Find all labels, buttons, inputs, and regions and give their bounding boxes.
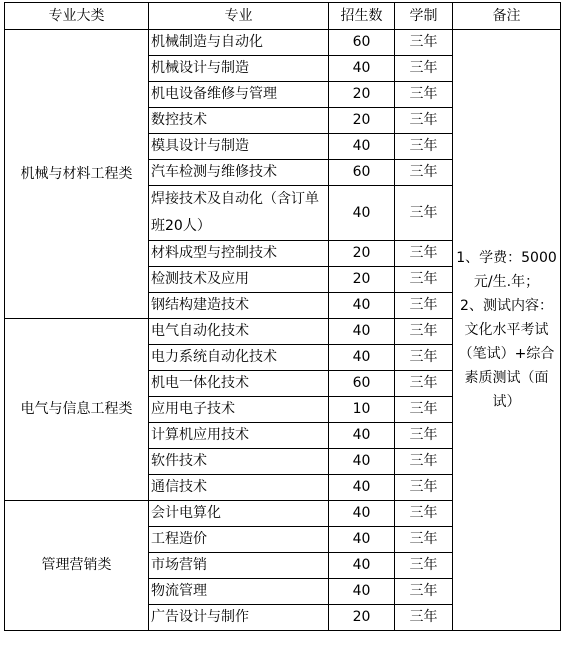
major-cell: 通信技术 <box>149 475 329 501</box>
major-cell: 电力系统自动化技术 <box>149 345 329 371</box>
header-duration: 学制 <box>395 3 453 30</box>
major-cell: 会计电算化 <box>149 501 329 527</box>
major-cell: 机电一体化技术 <box>149 371 329 397</box>
enrollment-cell: 40 <box>329 134 395 160</box>
table-body <box>5 30 561 631</box>
major-cell: 物流管理 <box>149 579 329 605</box>
enrollment-cell: 40 <box>329 501 395 527</box>
enrollment-cell: 20 <box>329 267 395 293</box>
duration-cell: 三年 <box>395 449 453 475</box>
enrollment-cell: 40 <box>329 553 395 579</box>
duration-cell: 三年 <box>395 345 453 371</box>
major-cell: 工程造价 <box>149 527 329 553</box>
major-cell: 材料成型与控制技术 <box>149 241 329 267</box>
enrollment-cell: 20 <box>329 241 395 267</box>
enrollment-cell: 40 <box>329 345 395 371</box>
major-cell: 钢结构建造技术 <box>149 293 329 319</box>
duration-cell: 三年 <box>395 293 453 319</box>
header-notes: 备注 <box>453 3 561 30</box>
enrollment-cell: 20 <box>329 108 395 134</box>
enrollment-cell: 40 <box>329 423 395 449</box>
duration-cell: 三年 <box>395 579 453 605</box>
major-cell: 模具设计与制造 <box>149 134 329 160</box>
note-line: （笔试）+综合 <box>458 346 555 362</box>
duration-cell: 三年 <box>395 553 453 579</box>
major-cell: 应用电子技术 <box>149 397 329 423</box>
duration-cell: 三年 <box>395 56 453 82</box>
duration-cell: 三年 <box>395 134 453 160</box>
enrollment-cell: 40 <box>329 293 395 319</box>
header-category: 专业大类 <box>5 3 149 30</box>
enrollment-cell: 10 <box>329 397 395 423</box>
major-cell: 机械设计与制造 <box>149 56 329 82</box>
duration-cell: 三年 <box>395 108 453 134</box>
note-line: 2、测试内容： <box>460 298 553 314</box>
category-cell: 机械与材料工程类 <box>5 30 149 319</box>
major-cell: 市场营销 <box>149 553 329 579</box>
duration-cell: 三年 <box>395 475 453 501</box>
enrollment-cell: 40 <box>329 475 395 501</box>
duration-cell: 三年 <box>395 527 453 553</box>
major-cell: 检测技术及应用 <box>149 267 329 293</box>
duration-cell: 三年 <box>395 501 453 527</box>
header-major: 专业 <box>149 3 329 30</box>
duration-cell: 三年 <box>395 82 453 108</box>
enrollment-cell: 40 <box>329 579 395 605</box>
duration-cell: 三年 <box>395 319 453 345</box>
duration-cell: 三年 <box>395 371 453 397</box>
enrollment-cell: 40 <box>329 449 395 475</box>
header-enrollment: 招生数 <box>329 3 395 30</box>
enrollment-cell: 20 <box>329 605 395 631</box>
duration-cell: 三年 <box>395 423 453 449</box>
duration-cell: 三年 <box>395 186 453 241</box>
enrollment-cell: 40 <box>329 319 395 345</box>
note-line: 素质测试（面 <box>464 370 549 386</box>
category-cell: 电气与信息工程类 <box>5 319 149 501</box>
enrollment-cell: 40 <box>329 186 395 241</box>
major-cell: 机电设备维修与管理 <box>149 82 329 108</box>
major-cell: 汽车检测与维修技术 <box>149 160 329 186</box>
enrollment-cell: 60 <box>329 30 395 56</box>
major-cell: 机械制造与自动化 <box>149 30 329 56</box>
duration-cell: 三年 <box>395 30 453 56</box>
duration-cell: 三年 <box>395 267 453 293</box>
major-cell: 数控技术 <box>149 108 329 134</box>
enrollment-cell: 40 <box>329 56 395 82</box>
enrollment-table <box>4 2 561 631</box>
enrollment-cell: 60 <box>329 371 395 397</box>
major-cell: 电气自动化技术 <box>149 319 329 345</box>
note-line: 试） <box>492 394 521 410</box>
major-cell: 焊接技术及自动化（含订单班20人） <box>149 186 329 241</box>
header-row <box>5 3 561 30</box>
notes-cell <box>453 30 561 631</box>
major-cell: 计算机应用技术 <box>149 423 329 449</box>
duration-cell: 三年 <box>395 241 453 267</box>
major-cell: 软件技术 <box>149 449 329 475</box>
enrollment-cell: 40 <box>329 527 395 553</box>
major-cell: 广告设计与制作 <box>149 605 329 631</box>
enrollment-cell: 60 <box>329 160 395 186</box>
duration-cell: 三年 <box>395 605 453 631</box>
category-cell: 管理营销类 <box>5 501 149 631</box>
note-line: 1、学费：5000 <box>456 250 557 266</box>
duration-cell: 三年 <box>395 160 453 186</box>
note-line: 文化水平考试 <box>464 322 549 338</box>
enrollment-cell: 20 <box>329 82 395 108</box>
table-row <box>5 30 561 56</box>
note-line: 元/生.年； <box>473 274 540 290</box>
duration-cell: 三年 <box>395 397 453 423</box>
